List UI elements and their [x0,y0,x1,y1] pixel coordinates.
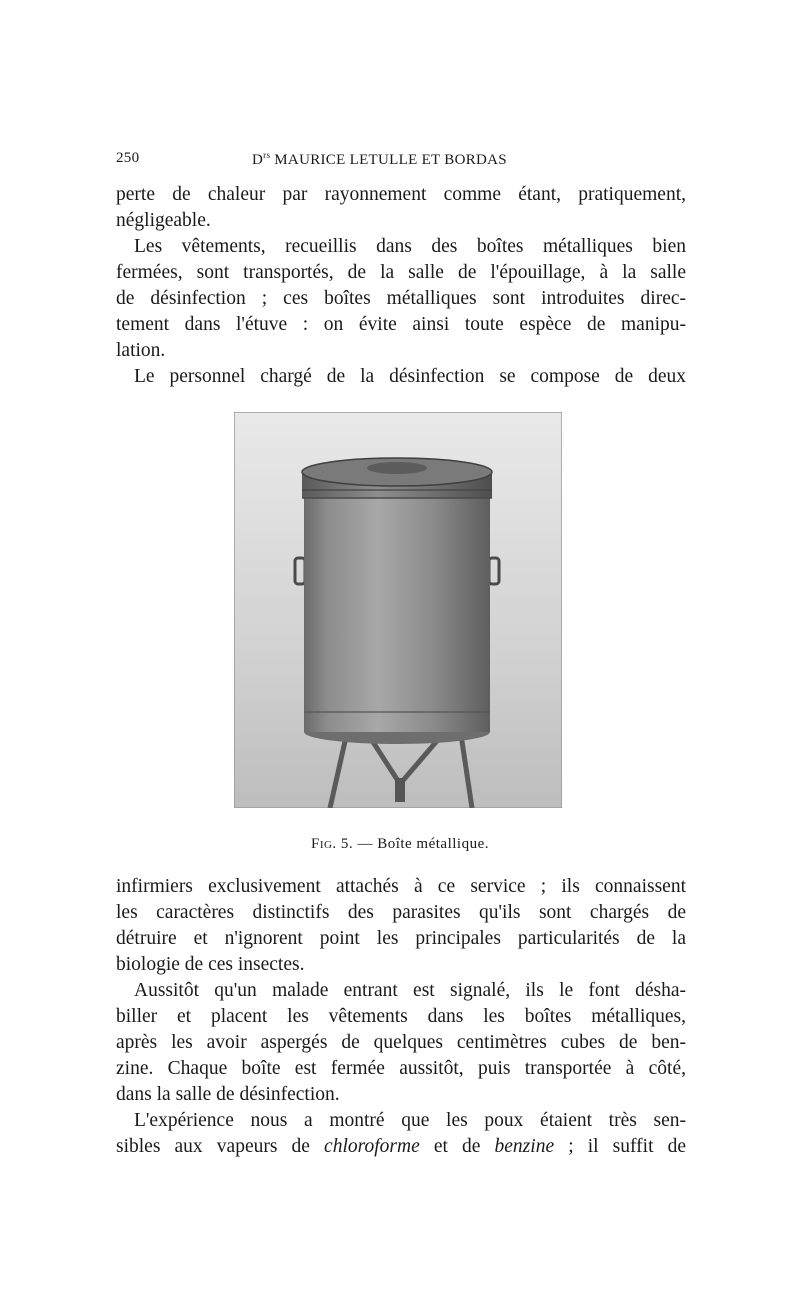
text-line: biller et placent les vêtements dans les boîtes métalliques, [116,1006,686,1027]
running-title [252,150,507,169]
running-header [116,150,686,170]
text-line: fermées, sont transportés, de la salle de l'épouillage, à la salle [116,262,686,283]
figure-caption [0,836,800,853]
text-line: de désinfection ; ces boîtes métalliques sont introduites direc- [116,288,686,309]
text-line: lation. [116,340,166,361]
authors-sup: rs [263,150,271,160]
text-line: Le personnel chargé de la désinfection se compose de deux [134,366,686,387]
text-line: infirmiers exclusivement attachés à ce service ; ils connaissent [116,876,686,897]
text-line: L'expérience nous a montré que les poux étaient très sen- [134,1110,686,1131]
final-line-part2: et de [419,1136,495,1157]
final-line-part1: sibles aux vapeurs de [116,1136,325,1157]
cylinder-body [304,494,490,732]
text-line: biologie de ces insectes. [116,954,305,975]
text-line: Les vêtements, recueillis dans des boîtes métalliques bien [134,236,686,257]
page-number: 250 [116,150,140,166]
lid-knob [367,462,427,474]
text-line: tement dans l'étuve : on évite ainsi toute espèce de manipu- [116,314,686,335]
figure-title: Boîte métallique. [377,836,489,852]
paragraph-top [116,182,686,390]
paragraph-bottom [116,874,686,1160]
text-line-final [116,1134,686,1160]
authors-rest: MAURICE LETULLE ET BORDAS [270,152,507,168]
drain-tap [395,778,405,802]
text-line: dans la salle de désinfection. [116,1084,340,1105]
figure-metal-box-photo [234,412,562,808]
text-line: après les avoir aspergés de quelques centimètres cubes de ben- [116,1032,686,1053]
word-benzine: benzine [494,1136,555,1157]
text-line: détruire et n'ignorent point les principales particularités de la [116,928,686,949]
authors-prefix: D [252,152,264,168]
caption-dash: — [353,836,378,852]
text-line: Aussitôt qu'un malade entrant est signalé, ils le font désha- [134,980,686,1001]
figure-label: Fig. 5. [310,836,354,852]
text-line: les caractères distinctifs des parasites qu'ils sont chargés de [116,902,686,923]
text-line: perte de chaleur par rayonnement comme étant, pratiquement, [116,184,686,205]
text-line: négligeable. [116,210,211,231]
word-chloroforme: chloroforme [324,1136,420,1157]
final-line-part3: ; il suffit de [554,1136,686,1157]
text-line: zine. Chaque boîte est fermée aussitôt, puis transportée à côté, [116,1058,686,1079]
